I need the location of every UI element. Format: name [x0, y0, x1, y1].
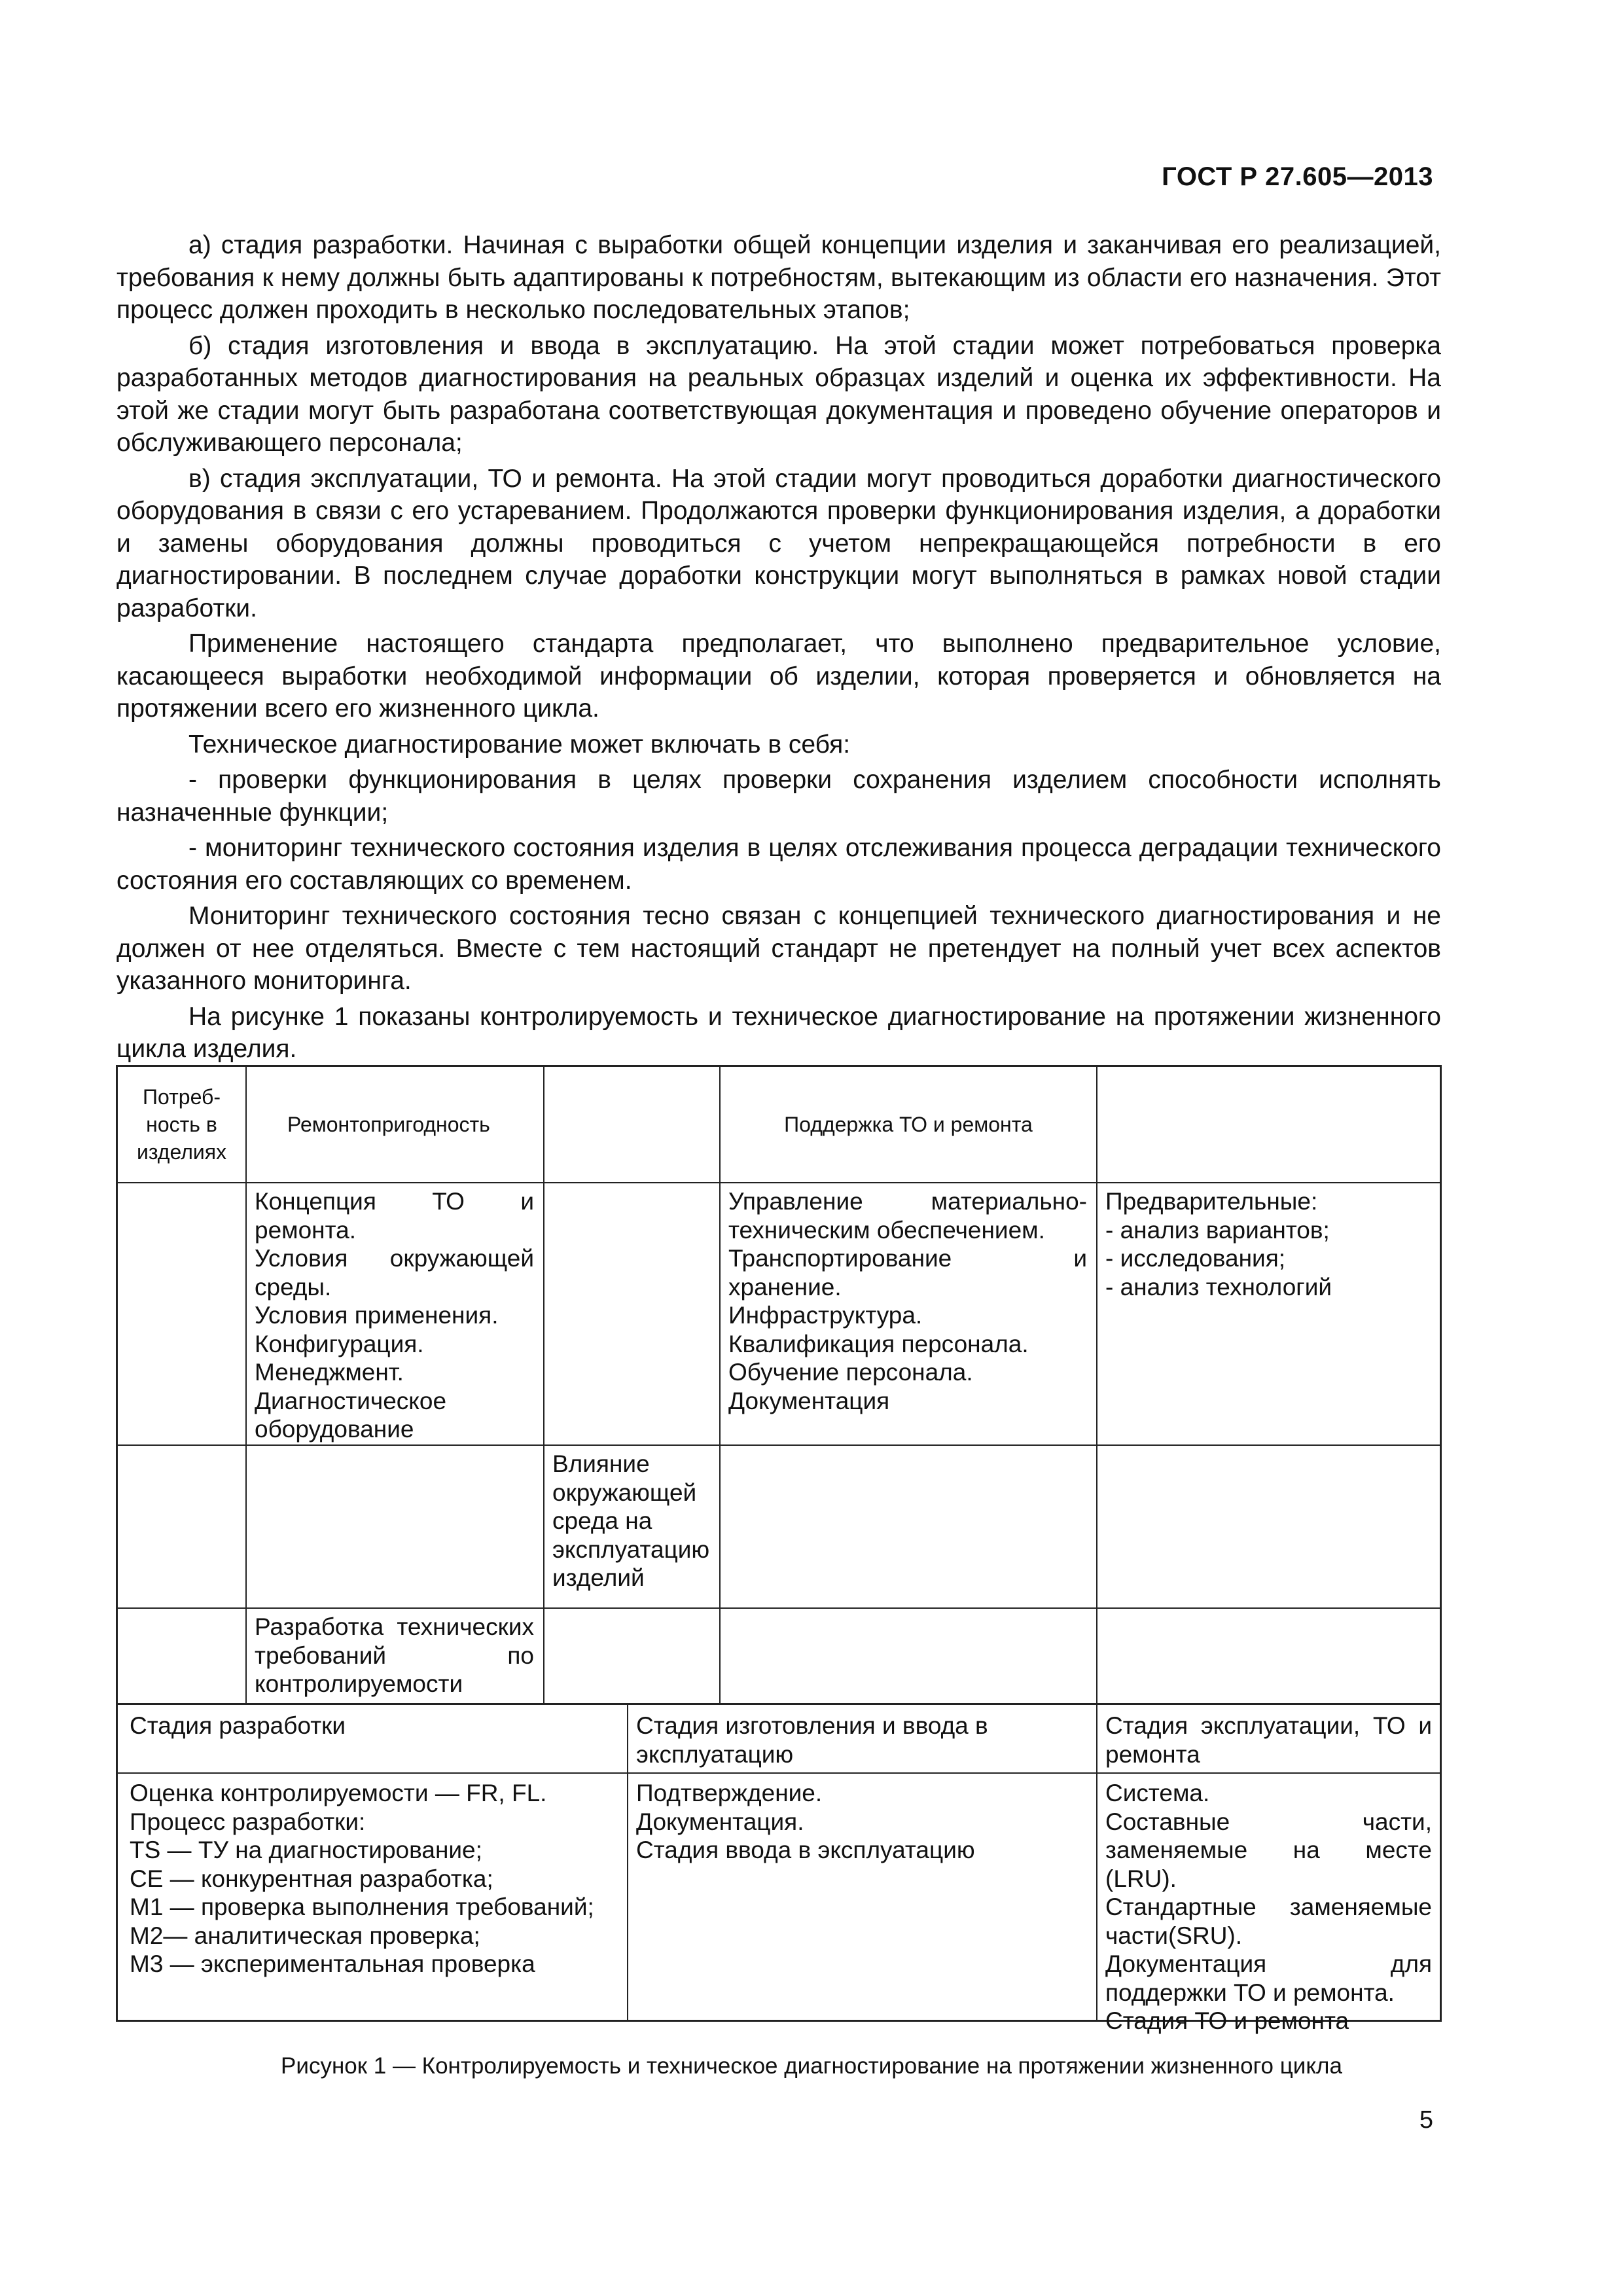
grid-line [1440, 1065, 1442, 2022]
grid-line [116, 1772, 1442, 1774]
paragraph-stage-c: в) стадия эксплуатации, ТО и ремонта. На этой стадии могут проводиться доработки диагностического оборудования в связи с его устареванием. Продолжаются проверки функционирования изделия, а доработки и замены оборудования должны проводиться с учетом непрекращающейся потребности в его диагностировании. В последнем случае доработки конструкции могут выполняться в рамках новой стадии разработки. [116, 464, 1441, 622]
development-line: M3 — экспериментальная проверка [130, 1950, 535, 1977]
cell-preliminary-analysis: Предварительные: - анализ вариантов; - исследования; - анализ технологий [1105, 1188, 1332, 1300]
stage-development: Стадия разработки [130, 1712, 346, 1739]
manufacturing-line: Подтверждение. [636, 1780, 823, 1806]
operation-line: Стадия ТО и ремонта [1105, 2007, 1349, 2034]
grid-line [116, 1607, 1442, 1609]
manufacturing-line: Документация. [636, 1808, 804, 1835]
figure-lifecycle-table [116, 1065, 1442, 2034]
stage-operation: Стадия эксплуатации, ТО и ремонта [1105, 1712, 1432, 1768]
paragraph-monitoring-relation: Мониторинг технического состояния тесно связан с концепцией технического диагностирования и не должен от нее отделяться. Вместе с тем настоящий стандарт не претендует на полный учет всех аспектов указанного мониторинга. [116, 902, 1441, 995]
standard-code: ГОСТ Р 27.605—2013 [1162, 162, 1433, 191]
cell-testability-requirements: Разработка технических требований по контролируемости [255, 1613, 534, 1697]
development-line: M2— аналитическая проверка; [130, 1922, 480, 1949]
figure-caption: Рисунок 1 — Контролируемость и техническое диагностирование на протяжении жизненного цикла [281, 2053, 1342, 2079]
operation-line: Составные части, заменяемые на месте (LRU). [1105, 1808, 1432, 1892]
grid-line [116, 1444, 1442, 1446]
cell-logistics-support: Управление материально-техническим обеспечением. Транспортирование и хранение. Инфраструктура. Квалификация персонала. Обучение персонала. Документация [728, 1188, 1087, 1414]
operation-line: Документация для поддержки ТО и ремонта. [1105, 1950, 1432, 2006]
operation-line: Система. [1105, 1780, 1210, 1806]
stage-manufacturing: Стадия изготовления и ввода в эксплуатацию [636, 1712, 988, 1768]
paragraph-diagnostics-intro: Техническое диагностирование может включать в себя: [188, 730, 851, 759]
development-line: CE — конкурентная разработка; [130, 1865, 493, 1892]
header-repairability: Ремонтопригодность [287, 1113, 490, 1136]
development-line: TS — ТУ на диагностирование; [130, 1837, 482, 1863]
paragraph-stage-a: а) стадия разработки. Начиная с выработки общей концепции изделия и заканчивая его реализацией, требования к нему должны быть адаптированы к потребностям, вытекающим из области его назначения. Этот процесс должен проходить в несколько последовательных этапов; [116, 231, 1441, 324]
grid-line [116, 1703, 1442, 1705]
body-text [116, 229, 1441, 1066]
paragraph-functional-checks: - проверки функционирования в целях проверки сохранения изделием способности исполнять назначенные функции; [116, 766, 1441, 827]
development-line: Оценка контролируемости — FR, FL. [130, 1780, 547, 1806]
development-line: M1 — проверка выполнения требований; [130, 1893, 594, 1920]
header-support: Поддержка ТО и ремонта [784, 1113, 1033, 1136]
paragraph-condition-monitoring: - мониторинг технического состояния изделия в целях отслеживания процесса деградации технического состояния его составляющих со временем. [116, 834, 1441, 895]
development-line: Процесс разработки: [130, 1808, 366, 1835]
manufacturing-line: Стадия ввода в эксплуатацию [636, 1837, 975, 1863]
paragraph-stage-b: б) стадия изготовления и ввода в эксплуатацию. На этой стадии может потребоваться проверка разработанных методов диагностирования на реальных образцах изделий и оценка их эффективности. На этой же стадии могут быть разработана соответствующая документация и проведено обучение операторов и обслуживающего персонала; [116, 331, 1441, 457]
development-details [118, 1775, 627, 2020]
operation-details [1097, 1775, 1440, 2034]
paragraph-figure-reference: На рисунке 1 показаны контролируемость и техническое диагностирование на протяжении жизненного цикла изделия. [116, 1002, 1441, 1063]
manufacturing-details [628, 1775, 1096, 2020]
grid-line [116, 1182, 1442, 1183]
operation-line: Стандартные заменяемые части(SRU). [1105, 1893, 1432, 1949]
paragraph-standard-application: Применение настоящего стандарта предполагает, что выполнено предварительное условие, касающееся выработки необходимой информации об изделии, которая проверяется и обновляется на протяжении всего его жизненного цикла. [116, 630, 1441, 723]
header-needs: Потреб- ность в изделиях [136, 1085, 227, 1164]
cell-environment-impact: Влияние окружающей среда на эксплуатацию изделий [552, 1450, 710, 1591]
page-number: 5 [1419, 2106, 1433, 2134]
cell-maintenance-concept: Концепция ТО и ремонта. Условия окружающей среды. Условия применения. Конфигурация. Менеджмент. Диагностическое оборудование [255, 1188, 534, 1443]
grid-line [543, 1065, 544, 1704]
